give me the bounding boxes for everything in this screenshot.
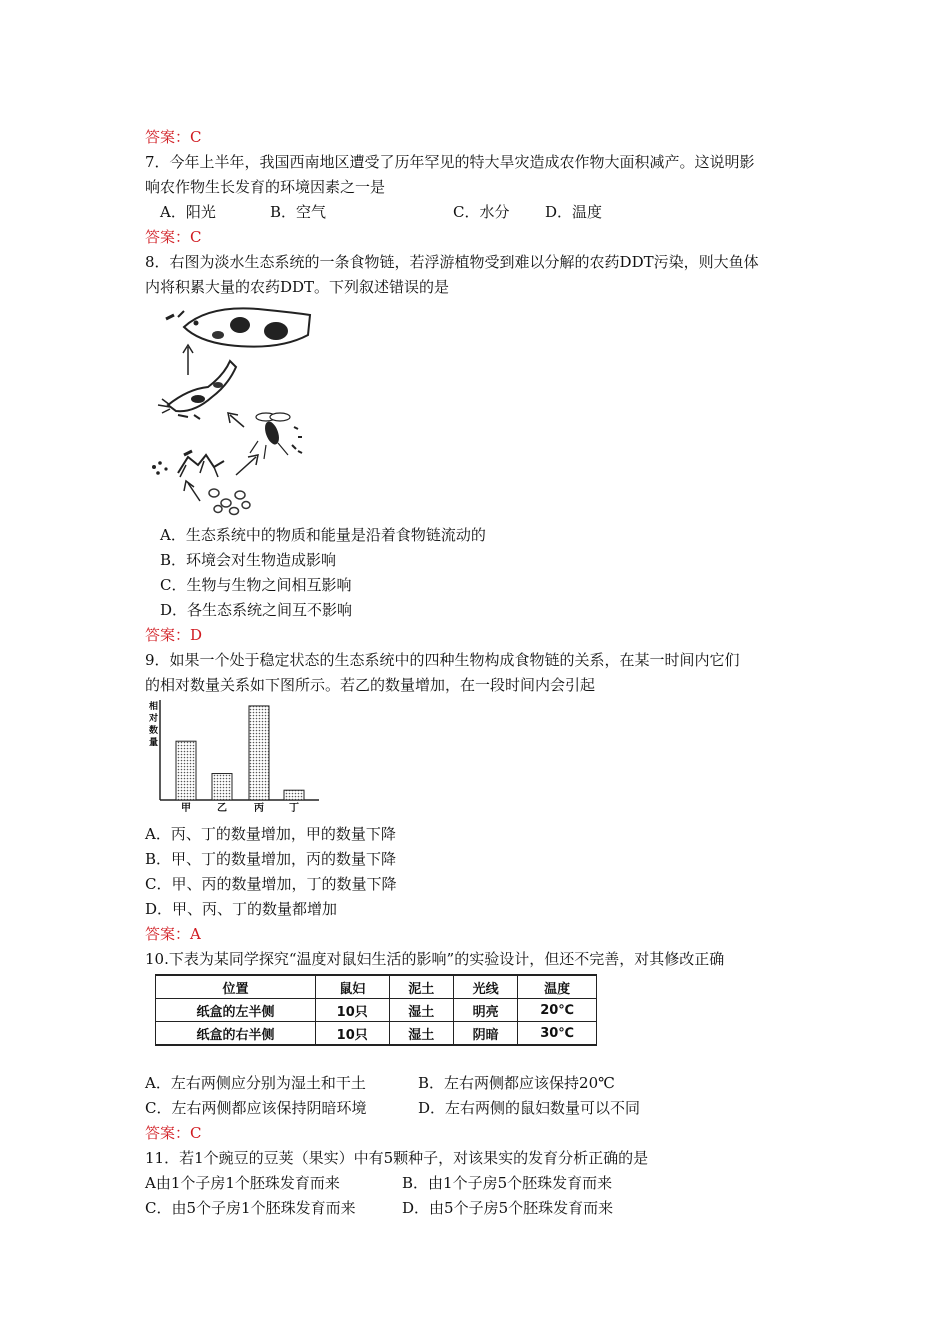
x-tick-label: 丙 <box>254 803 264 814</box>
table-cell: 明亮 <box>453 999 517 1022</box>
table-header-row <box>156 975 597 999</box>
q9-option-d: D．甲、丙、丁的数量都增加 <box>145 900 338 918</box>
experiment-table <box>155 974 597 1046</box>
q10-option-d: D．左右两侧的鼠妇数量可以不同 <box>418 1099 641 1117</box>
table-cell: 阴暗 <box>453 1022 517 1046</box>
q10-option-c: C．左右两侧都应该保持阴暗环境 <box>145 1099 367 1117</box>
table-cell: 纸盒的右半侧 <box>156 1022 316 1046</box>
q10-option-b: B．左右两侧都应该保持20℃ <box>418 1074 615 1092</box>
table-cell: 纸盒的左半侧 <box>156 999 316 1022</box>
q9-option-a: A．丙、丁的数量增加，甲的数量下降 <box>145 825 396 843</box>
table-cell: 湿土 <box>389 999 453 1022</box>
small-fish-icon <box>158 361 236 419</box>
big-fish-icon <box>166 308 310 346</box>
table-cell: 10只 <box>315 999 389 1022</box>
q11-option-d: D．由5个子房5个胚珠发育而来 <box>402 1199 614 1217</box>
x-tick-label: 丁 <box>289 803 299 814</box>
question-9-line-2: 的相对数量关系如下图所示。若乙的数量增加，在一段时间内会引起 <box>145 676 596 694</box>
question-9-line-1: 9．如果一个处于稳定状态的生态系统中的四种生物构成食物链的关系，在某一时间内它们 <box>145 651 740 669</box>
question-7-line-1: 7．今年上半年，我国西南地区遭受了历年罕见的特大旱灾造成农作物大面积减产。这说明影 <box>145 153 755 171</box>
question-8-line-2: 内将积累大量的农药DDT。下列叙述错误的是 <box>145 278 450 296</box>
table-row <box>156 1022 597 1046</box>
bar-2 <box>212 774 232 800</box>
q7-option-b: B．空气 <box>270 203 327 221</box>
q7-option-d: D．温度 <box>545 203 603 221</box>
table-header-cell: 温度 <box>518 975 597 999</box>
q11-option-c: C．由5个子房1个胚珠发育而来 <box>145 1199 356 1217</box>
table-row <box>156 999 597 1022</box>
q9-option-c: C．甲、丙的数量增加，丁的数量下降 <box>145 875 397 893</box>
q11-option-b: B．由1个子房5个胚珠发育而来 <box>402 1174 613 1192</box>
table-cell: 10只 <box>315 1022 389 1046</box>
q8-option-b: B．环境会对生物造成影响 <box>160 551 337 569</box>
food-chain-illustration <box>148 305 318 520</box>
x-tick-label: 乙 <box>217 803 227 814</box>
bar-3 <box>249 706 269 800</box>
q10-option-a: A．左右两侧应分别为湿土和干土 <box>145 1074 366 1092</box>
q7-option-a: A．阳光 <box>160 203 216 221</box>
table-cell: 20℃ <box>518 999 597 1022</box>
phytoplankton-icon <box>209 489 250 515</box>
water-insect-icon <box>250 413 302 459</box>
q7-option-c: C．水分 <box>453 203 510 221</box>
question-8-line-1: 8．右图为淡水生态系统的一条食物链，若浮游植物受到难以分解的农药DDT污染，则大鱼体 <box>145 253 759 271</box>
table-header-cell: 鼠妇 <box>315 975 389 999</box>
x-tick-label: 甲 <box>181 803 191 814</box>
q9-option-b: B．甲、丁的数量增加，丙的数量下降 <box>145 850 397 868</box>
relative-quantity-bar-chart <box>144 696 324 814</box>
y-axis-label-1: 相 <box>149 702 159 712</box>
table-cell: 30℃ <box>518 1022 597 1046</box>
question-10: 10.下表为某同学探究“温度对鼠妇生活的影响”的实验设计，但还不完善，对其修改正确 <box>145 950 725 968</box>
bar-1 <box>176 741 196 800</box>
question-7-line-2: 响农作物生长发育的环境因素之一是 <box>145 178 386 196</box>
zooplankton-icon <box>152 451 224 477</box>
table-header-cell: 泥土 <box>389 975 453 999</box>
q8-option-c: C．生物与生物之间相互影响 <box>160 576 352 594</box>
y-axis-label-4: 量 <box>149 738 159 748</box>
answer-6: 答案：C <box>145 128 202 146</box>
answer-9: 答案：A <box>145 925 201 943</box>
table-header-cell: 位置 <box>156 975 316 999</box>
answer-10: 答案：C <box>145 1124 202 1142</box>
q8-option-d: D．各生态系统之间互不影响 <box>160 601 353 619</box>
q8-option-a: A．生态系统中的物质和能量是沿着食物链流动的 <box>160 526 486 544</box>
table-cell: 湿土 <box>389 1022 453 1046</box>
answer-8: 答案：D <box>145 626 203 644</box>
bar-4 <box>284 790 304 800</box>
table-header-cell: 光线 <box>453 975 517 999</box>
y-axis-label-3: 数 <box>149 726 159 736</box>
answer-7: 答案：C <box>145 228 202 246</box>
q11-option-a: A由1个子房1个胚珠发育而来 <box>145 1174 340 1192</box>
question-11: 11．若1个豌豆的豆荚（果实）中有5颗种子，对该果实的发育分析正确的是 <box>145 1149 649 1167</box>
y-axis-label-2: 对 <box>149 714 159 724</box>
